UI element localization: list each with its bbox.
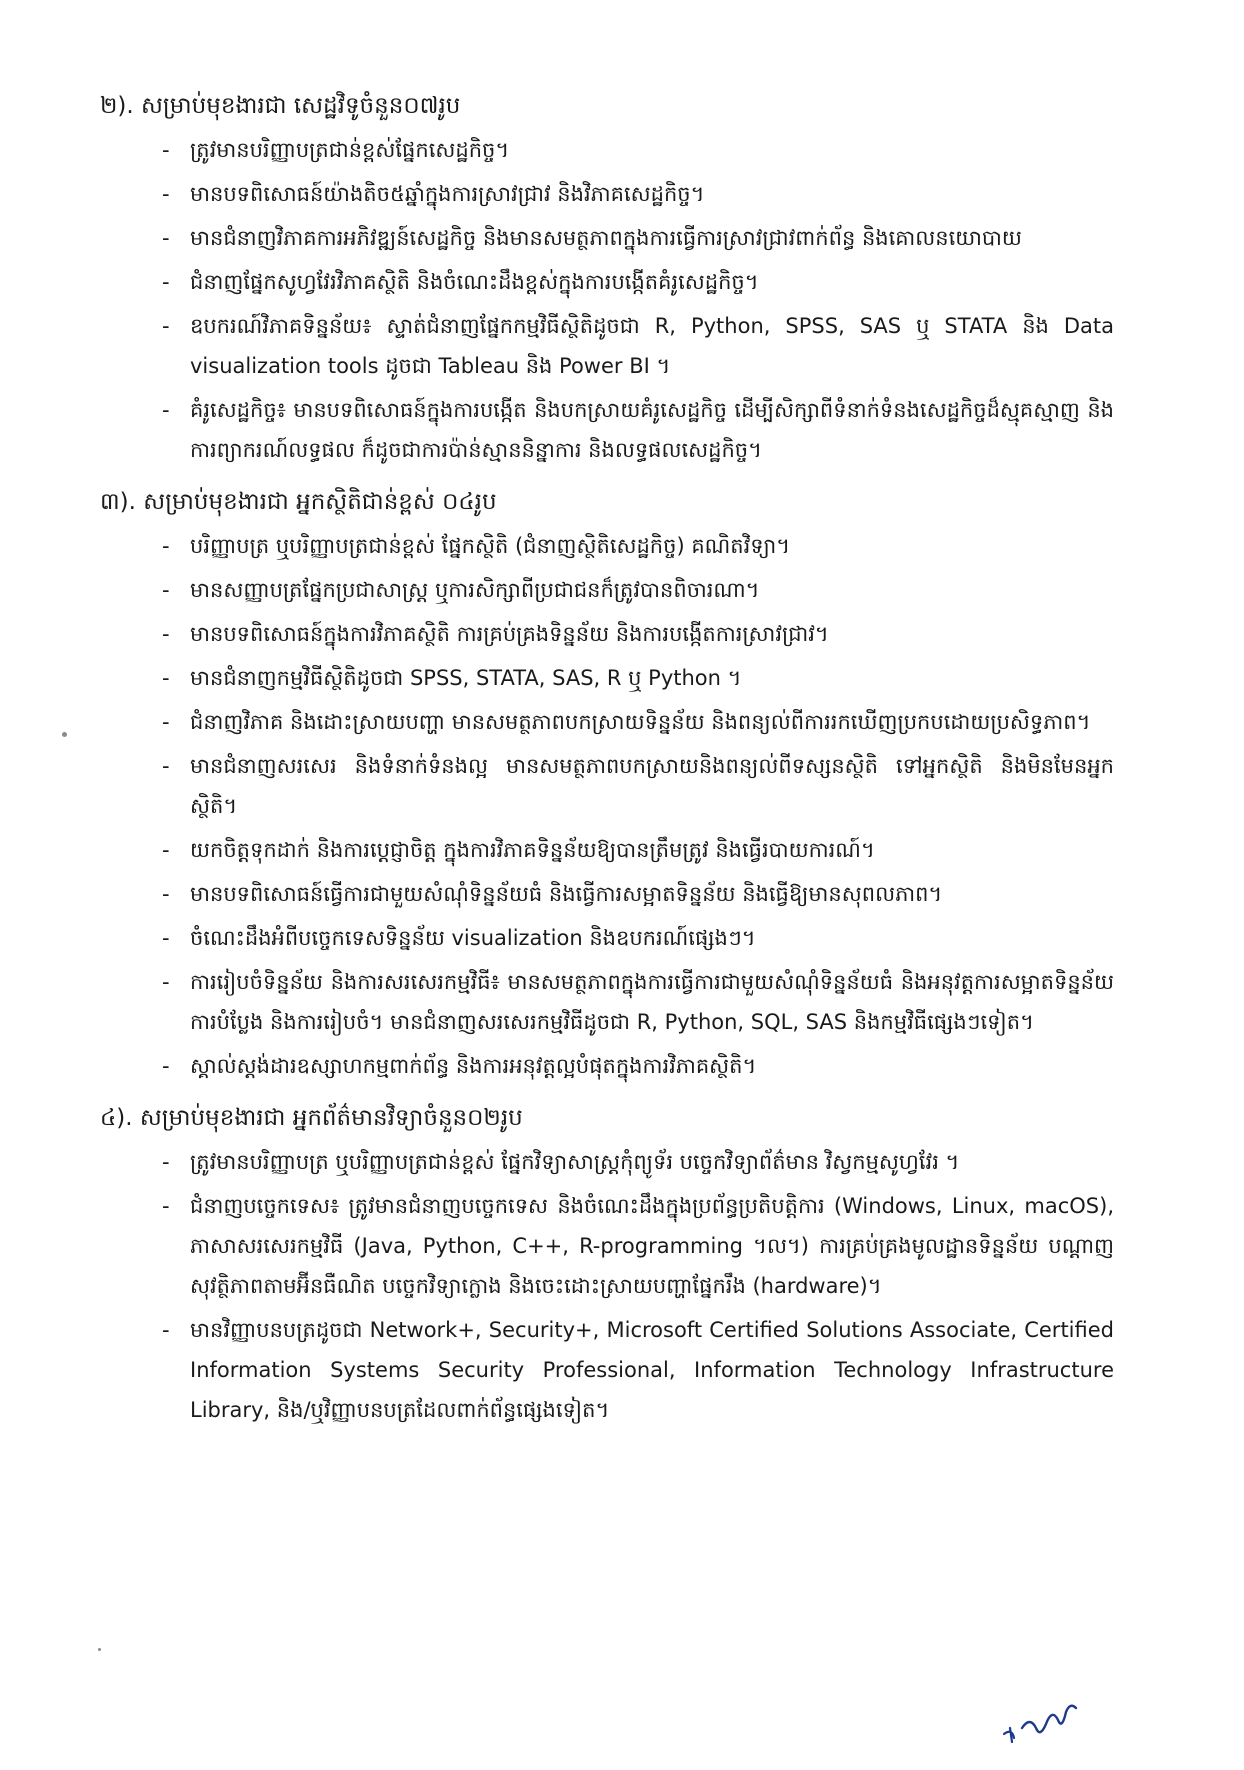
list-item-text: មានបទពិសោធន៍យ៉ាងតិច៥ឆ្នាំក្នុងការស្រាវជ្រាវ និងវិភាគសេដ្ឋកិច្ច។ xyxy=(190,182,705,206)
bullet-dash: - xyxy=(162,1150,170,1174)
scan-speck xyxy=(62,732,67,737)
list-item xyxy=(162,1046,1114,1086)
list-item xyxy=(162,306,1114,386)
list-item-text: ការរៀបចំទិន្នន័យ និងការសរសេរកម្មវិធី៖ មានសមត្ថភាពក្នុងការធ្វើការជាមួយសំណុំទិន្នន័យធំ និងអនុវត្តការសម្អាតទិន្នន័យ ការបំប្លែង និងការរៀបចំ។ មានជំនាញសរសេរកម្មវិធីដូចជា R, Python, SQL, SAS និងកម្មវិធីផ្សេងៗទៀត។ xyxy=(190,970,1114,1034)
list-item xyxy=(162,390,1114,470)
list-item-text: ចំណេះដឹងអំពីបច្ចេកទេសទិន្នន័យ visualization និងឧបករណ៍ផ្សេងៗ។ xyxy=(190,926,756,950)
list-item-text: មានជំនាញវិភាគការអភិវឌ្ឍន៍សេដ្ឋកិច្ច និងមានសមត្ថភាពក្នុងការធ្វើការស្រាវជ្រាវពាក់ព័ន្ធ និងគោលនយោបាយ xyxy=(190,226,1022,250)
list-item xyxy=(162,1310,1114,1430)
bullet-dash: - xyxy=(162,270,170,294)
bullet-dash: - xyxy=(162,882,170,906)
list-item xyxy=(162,702,1114,742)
list-item-text: មានជំនាញសរសេរ និងទំនាក់ទំនងល្អ មានសមត្ថភាពបកស្រាយនិងពន្យល់ពីទស្សនស្ថិតិ ទៅអ្នកស្ថិតិ និងមិនមែនអ្នកស្ថិតិ។ xyxy=(190,754,1114,818)
section-economist xyxy=(100,88,1114,470)
list-item-text: ជំនាញបច្ចេកទេស៖ ត្រូវមានជំនាញបច្ចេកទេស និងចំណេះដឹងក្នុងប្រព័ន្ធប្រតិបត្តិការ (Windows, Linux, macOS), ភាសាសរសេរកម្មវិធី (Java, Python, C++, R-programming ។ល។) ការគ្រប់គ្រងមូលដ្ឋានទិន្នន័យ បណ្តាញសុវត្ថិភាពតាមអ៊ីនធឺណិត បច្ចេកវិទ្យាក្លោង និងចេះដោះស្រាយបញ្ហាផ្នែករឹង (hardware)។ xyxy=(190,1194,1114,1298)
list-item xyxy=(162,1186,1114,1306)
bullet-dash: - xyxy=(162,578,170,602)
list-item-text: ត្រូវមានបរិញ្ញាបត្រ ឬបរិញ្ញាបត្រជាន់ខ្ពស់ ផ្នែកវិទ្យាសាស្ត្រកុំព្យូទ័រ បច្ចេកវិទ្យាព័ត៌មាន វិស្វកម្មសូហ្វវែរ ។ xyxy=(190,1150,960,1174)
bullet-dash: - xyxy=(162,314,170,338)
list-item-text: បរិញ្ញាបត្រ ឬបរិញ្ញាបត្រជាន់ខ្ពស់ ផ្នែកស្ថិតិ (ជំនាញស្ថិតិសេដ្ឋកិច្ច) គណិតវិទ្យា។ xyxy=(190,534,791,558)
bullet-dash: - xyxy=(162,1194,170,1218)
list-item-text: មានជំនាញកម្មវិធីស្ថិតិដូចជា SPSS, STATA, SAS, R ឬ Python ។ xyxy=(190,666,742,690)
section-it-officer xyxy=(100,1100,1114,1430)
list-item xyxy=(162,262,1114,302)
scan-speck xyxy=(98,1648,101,1651)
list-item-text: គំរូសេដ្ឋកិច្ច៖ មានបទពិសោធន៍ក្នុងការបង្កើត និងបកស្រាយគំរូសេដ្ឋកិច្ច ដើម្បីសិក្សាពីទំនាក់ទំនងសេដ្ឋកិច្ចដ៏ស្មុគស្មាញ និងការព្យាករណ៍លទ្ធផល ក៏ដូចជាការប៉ាន់ស្មាននិន្នាការ និងលទ្ធផលសេដ្ឋកិច្ច។ xyxy=(190,398,1114,462)
list-item xyxy=(162,174,1114,214)
bullet-dash: - xyxy=(162,710,170,734)
list-item-text: មានបទពិសោធន៍ធ្វើការជាមួយសំណុំទិន្នន័យធំ និងធ្វើការសម្អាតទិន្នន័យ និងធ្វើឱ្យមានសុពលភាព។ xyxy=(190,882,943,906)
bullet-dash: - xyxy=(162,970,170,994)
list-item-text: ស្គាល់ស្តង់ដារឧស្សាហកម្មពាក់ព័ន្ធ និងការអនុវត្តល្អបំផុតក្នុងការវិភាគស្ថិតិ។ xyxy=(190,1054,757,1078)
bullet-dash: - xyxy=(162,838,170,862)
bullet-dash: - xyxy=(162,398,170,422)
list-item-text: ឧបករណ៍វិភាគទិន្នន័យ៖ ស្ទាត់ជំនាញផ្នែកកម្មវិធីស្ថិតិដូចជា R, Python, SPSS, SAS ឬ STATA និង Data visualization tools ដូចជា Tableau និង Power BI ។ xyxy=(190,314,1114,378)
bullet-dash: - xyxy=(162,138,170,162)
bullet-dash: - xyxy=(162,926,170,950)
section-heading: ៣). សម្រាប់មុខងារជា អ្នកស្ថិតិជាន់ខ្ពស់ ០៤រូប xyxy=(100,489,497,515)
list-item-text: មានបទពិសោធន៍ក្នុងការវិភាគស្ថិតិ ការគ្រប់គ្រងទិន្នន័យ និងការបង្កើតការស្រាវជ្រាវ។ xyxy=(190,622,829,646)
bullet-dash: - xyxy=(162,534,170,558)
list-item-text: មានវិញ្ញាបនបត្រដូចជា Network+, Security+, Microsoft Certified Solutions Associate, Certified Information Systems Security Professional, Information Technology Infrastructure Library, និង/ឬវិញ្ញាបនបត្រដែលពាក់ព័ន្ធផ្សេងទៀត។ xyxy=(190,1318,1114,1422)
bullet-dash: - xyxy=(162,754,170,778)
list-item xyxy=(162,918,1114,958)
list-item-text: យកចិត្តទុកដាក់ និងការប្តេជ្ញាចិត្ត ក្នុងការវិភាគទិន្នន័យឱ្យបានត្រឹមត្រូវ និងធ្វើរបាយការណ៍។ xyxy=(190,838,875,862)
list-item xyxy=(162,658,1114,698)
list-item xyxy=(162,874,1114,914)
section-heading: ២). សម្រាប់មុខងារជា សេដ្ឋវិទូចំនួន០៧រូប xyxy=(100,93,461,119)
list-item xyxy=(162,746,1114,826)
list-item xyxy=(162,130,1114,170)
list-item xyxy=(162,570,1114,610)
list-item xyxy=(162,962,1114,1042)
list-item-text: មានសញ្ញាបត្រផ្នែកប្រជាសាស្ត្រ ឬការសិក្សាពីប្រជាជនក៏ត្រូវបានពិចារណា។ xyxy=(190,578,760,602)
list-item-text: ជំនាញវិភាគ និងដោះស្រាយបញ្ហា មានសមត្ថភាពបកស្រាយទិន្នន័យ និងពន្យល់ពីការរកឃើញប្រកបដោយប្រសិទ្ធភាព។ xyxy=(190,710,1091,734)
bullet-dash: - xyxy=(162,226,170,250)
bullet-dash: - xyxy=(162,182,170,206)
list-item-text: ត្រូវមានបរិញ្ញាបត្រជាន់ខ្ពស់ផ្នែកសេដ្ឋកិច្ច។ xyxy=(190,138,510,162)
bullet-dash: - xyxy=(162,1054,170,1078)
bullet-dash: - xyxy=(162,666,170,690)
list-item xyxy=(162,830,1114,870)
list-item xyxy=(162,1142,1114,1182)
section-heading: ៤). សម្រាប់មុខងារជា អ្នកព័ត៌មានវិទ្យាចំនួន០២រូប xyxy=(100,1105,523,1131)
bullet-dash: - xyxy=(162,1318,170,1342)
list-item xyxy=(162,614,1114,654)
list-item xyxy=(162,218,1114,258)
bullet-dash: - xyxy=(162,622,170,646)
list-item xyxy=(162,526,1114,566)
list-item-text: ជំនាញផ្នែកសូហ្វវែរវិភាគស្ថិតិ និងចំណេះដឹងខ្ពស់ក្នុងការបង្កើតគំរូសេដ្ឋកិច្ច។ xyxy=(190,270,759,294)
section-senior-statistician xyxy=(100,484,1114,1086)
handwritten-initials-icon xyxy=(1000,1698,1090,1748)
